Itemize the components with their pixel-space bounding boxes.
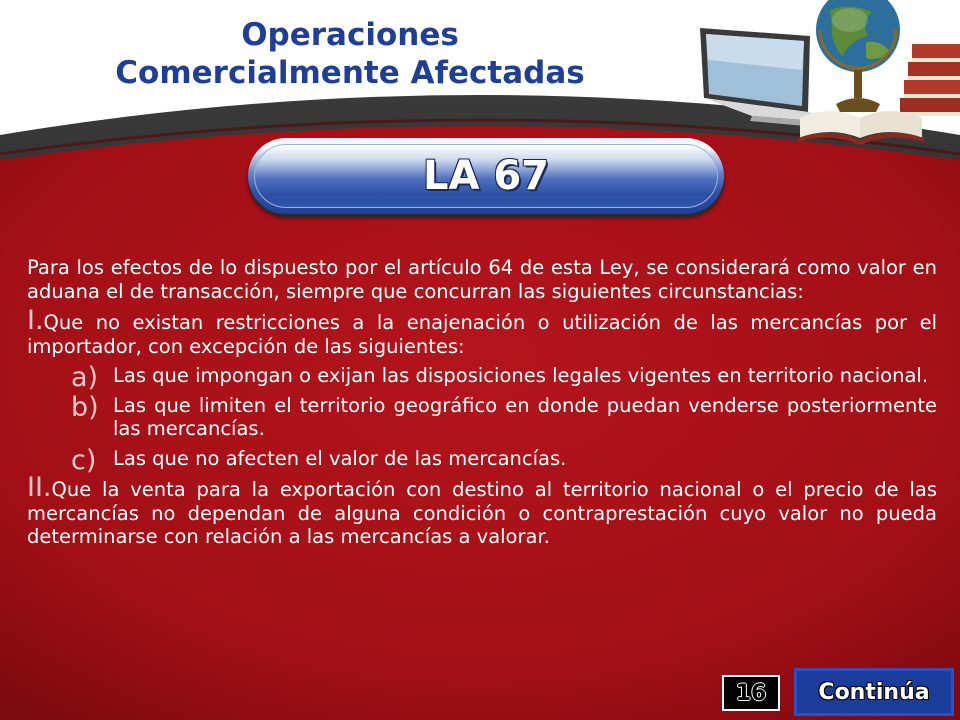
list-item: [27, 472, 937, 549]
continue-button-label: Continúa: [818, 680, 930, 705]
continue-button[interactable]: [794, 668, 954, 716]
section-banner-label: LA 67: [422, 153, 550, 199]
sub-list-item-text: Las que impongan o exijan las disposiciones legales vigentes en territorio nacional.: [113, 364, 929, 387]
sub-list-item: [27, 444, 937, 476]
sub-list-marker: b): [71, 391, 99, 423]
list-item-text: Que no existan restricciones a la enajenación o utilización de las mercancías por el importador, con excepción de las siguientes:: [27, 311, 937, 358]
intro-paragraph: Para los efectos de lo dispuesto por el artículo 64 de esta Ley, se considerará como valor en aduana el de transacción, siempre que concurran las siguientes circunstancias:: [27, 256, 937, 303]
sub-list-item: [27, 362, 937, 393]
sub-list-marker: c): [71, 444, 97, 476]
page-number: 16: [735, 681, 767, 706]
list-marker: I.: [27, 305, 44, 336]
section-banner: [248, 138, 724, 214]
list-item: [27, 305, 937, 358]
title-line-1: Operaciones: [241, 17, 459, 53]
sub-list-item-text: Las que no afecten el valor de las mercancías.: [113, 446, 567, 470]
list-item-text: Que la venta para la exportación con destino al territorio nacional o el precio de las mercancías no dependan de alguna condición o contraprestación cuyo valor no pueda determinarse con relación a las mercancías a valorar.: [27, 478, 937, 548]
title-line-2: Comercialmente Afectadas: [115, 55, 585, 91]
sub-list-item: [27, 391, 937, 441]
sub-list-item-text: Las que limiten el territorio geográfico en donde puedan venderse posteriormente las mercancías.: [113, 393, 937, 440]
sub-list-marker: a): [71, 362, 99, 393]
laptop-globe-books-icon: [690, 0, 960, 160]
list-marker: II.: [27, 472, 52, 503]
content-body: [27, 256, 937, 549]
page-number-badge: [722, 675, 780, 711]
page-title: [0, 16, 700, 92]
